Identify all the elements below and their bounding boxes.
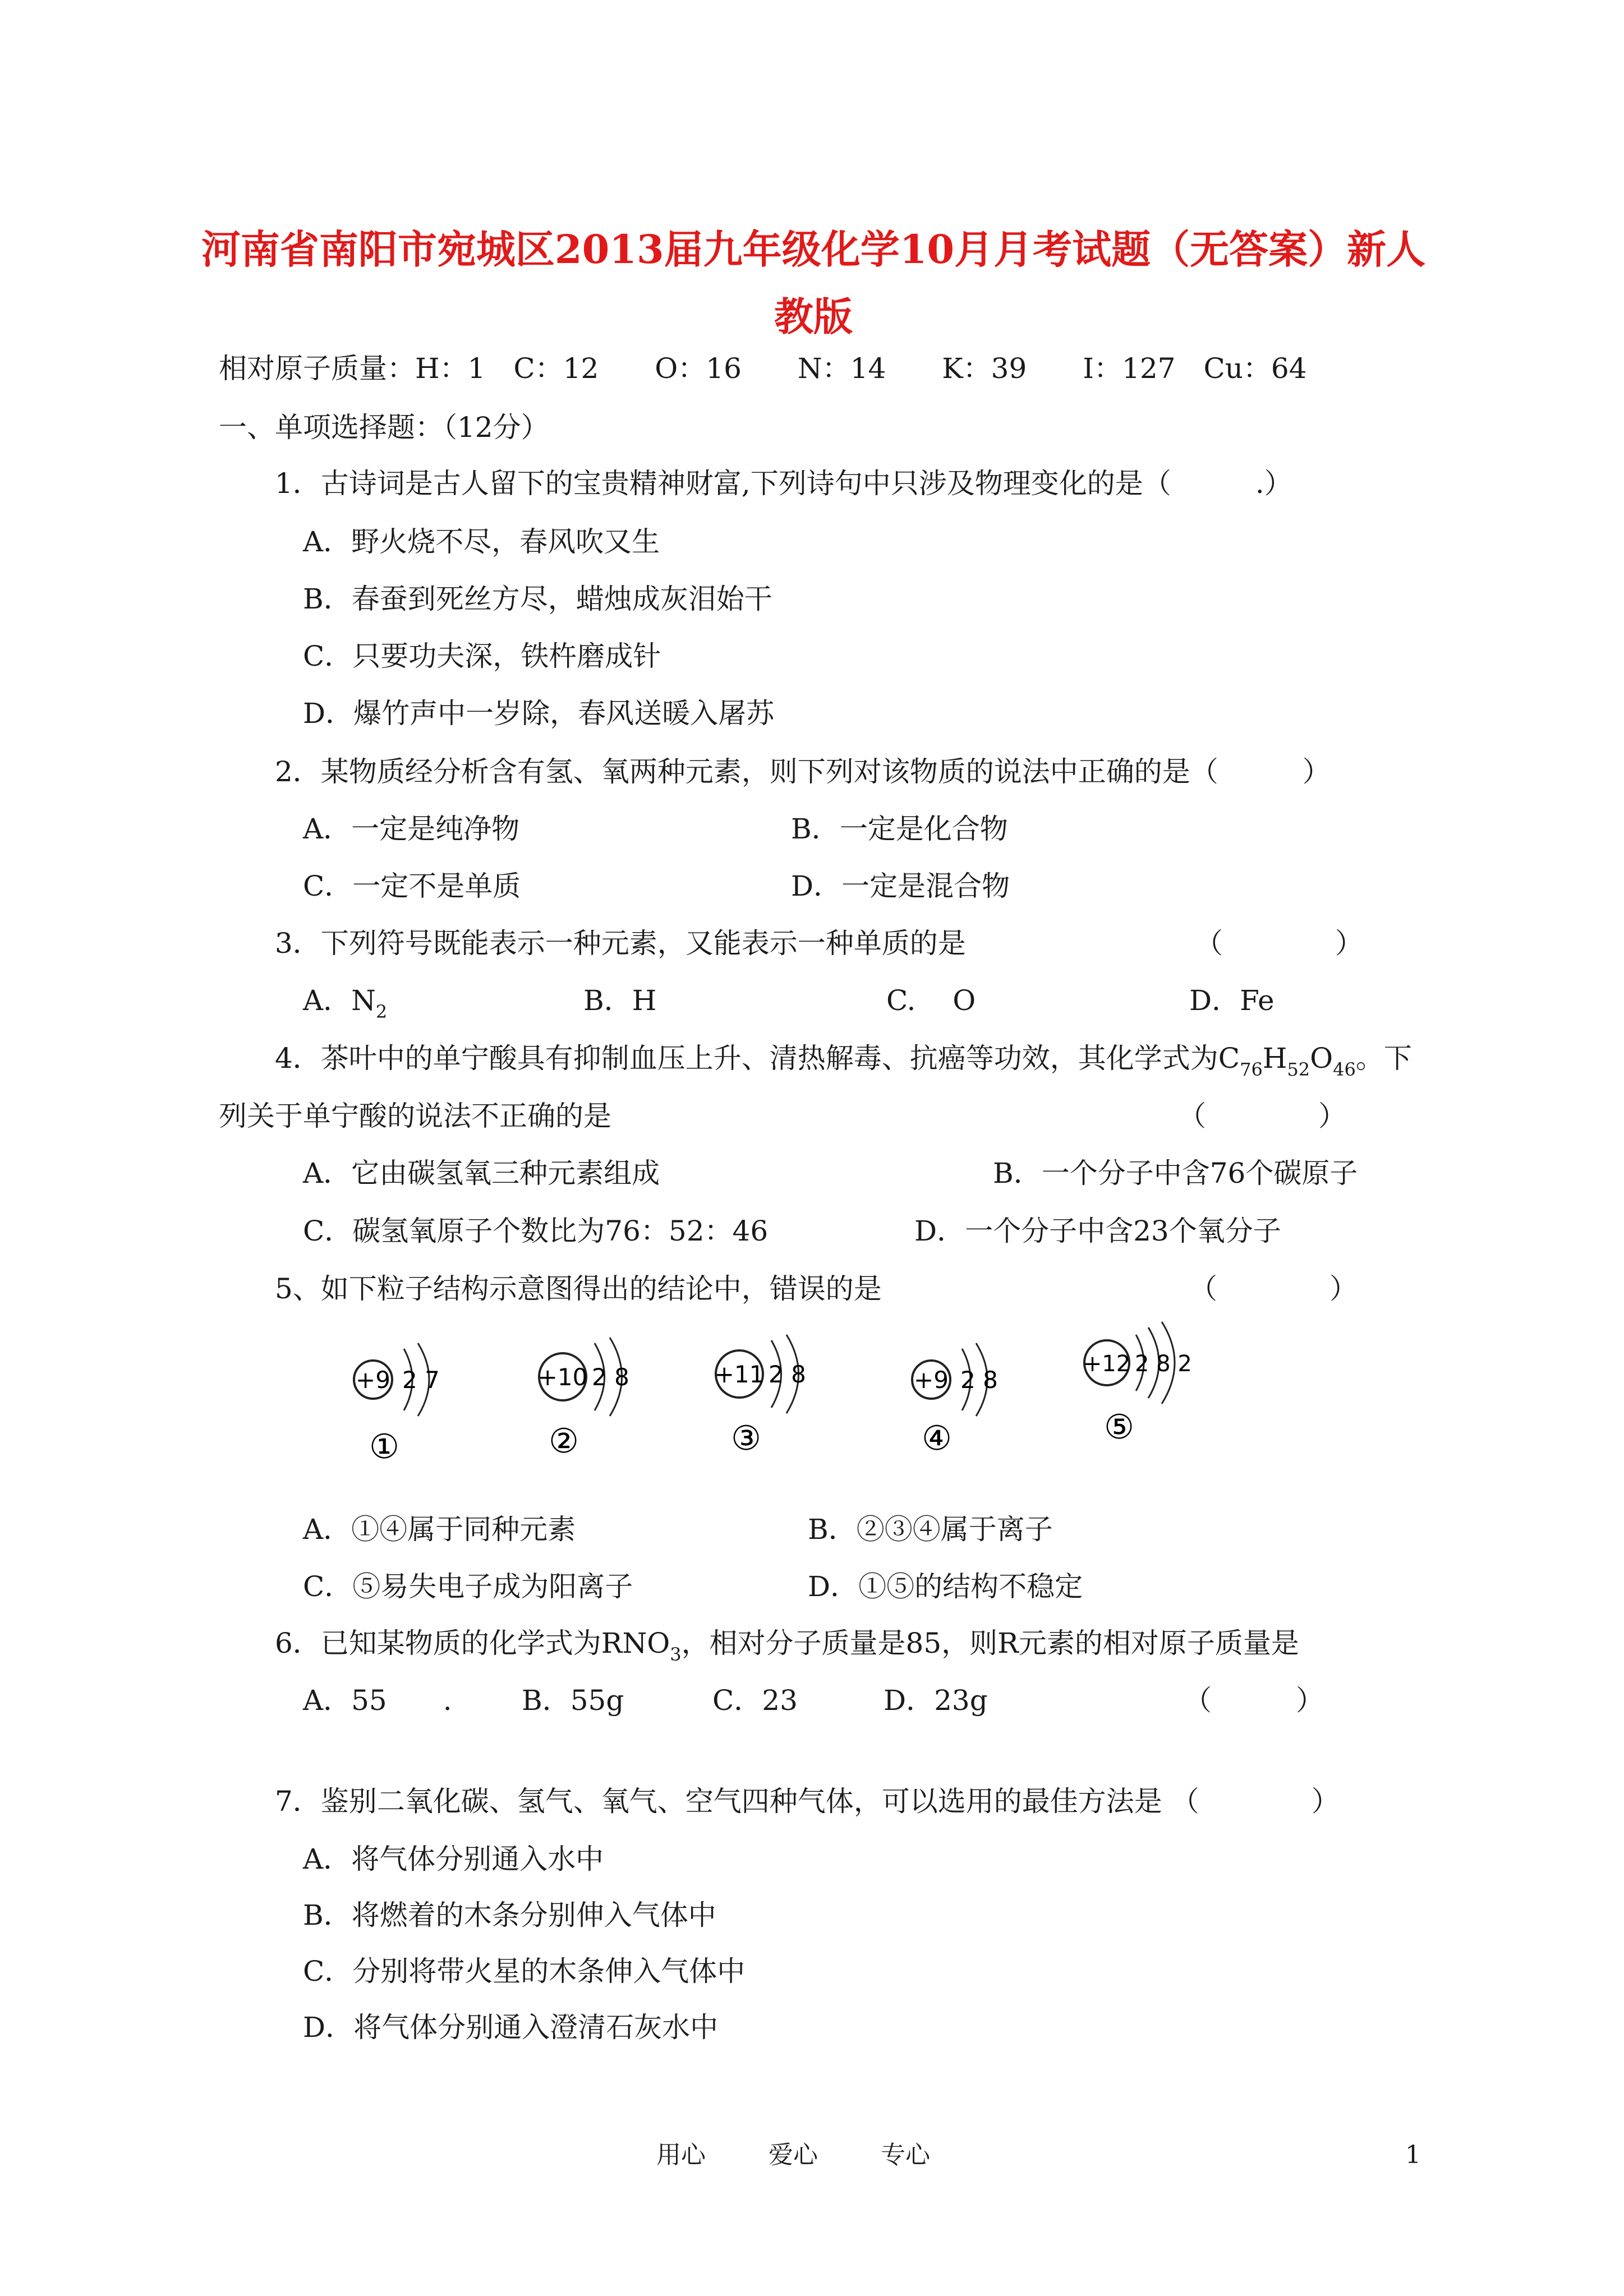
question-3-option-a: A．$N_2$: [303, 984, 388, 1022]
question-4-option-d: D．一个分子中含23个氧分子: [914, 1215, 1281, 1247]
question-3-answer-paren: （ ）: [1195, 927, 1363, 960]
question-1-option-b: B．春蚕到死丝方尽，蜡烛成灰泪始干: [303, 583, 772, 615]
question-2-option-a: A．一定是纯净物: [303, 813, 520, 845]
atom-structure-diagram-5: [1080, 1321, 1226, 1450]
question-5-option-d: D．①⑤的结构不稳定: [808, 1570, 1083, 1603]
footer-left-text: 用心: [656, 2141, 706, 2169]
question-1-option-d: D．爆竹声中一岁除，春风送暖入屠苏: [303, 697, 775, 730]
question-5-stem: 5、如下粒子结构示意图得出的结论中，错误的是: [275, 1273, 882, 1305]
page-number: 1: [1405, 2141, 1421, 2169]
atom-3-shells: 2 8: [769, 1361, 806, 1388]
question-2-option-d: D．一定是混合物: [791, 870, 1010, 902]
question-4-option-c: C．碳氢氧原子个数比为76：52：46: [303, 1215, 769, 1247]
question-6-option-a: A．55 .: [303, 1684, 452, 1717]
atom-3-nucleus: +11: [714, 1361, 765, 1388]
question-7-option-c: C．分别将带火星的木条伸入气体中: [303, 1955, 746, 1988]
atom-4-shells: 2 8: [960, 1366, 998, 1394]
atom-5-label: ⑤: [1104, 1408, 1134, 1447]
question-7-stem: 7．鉴别二氧化碳、氢气、氧气、空气四种气体，可以选用的最佳方法是 （ ）: [275, 1785, 1340, 1818]
atom-5-nucleus: +12: [1083, 1351, 1131, 1377]
question-7-option-a: A．将气体分别通入水中: [303, 1843, 604, 1875]
atom-structure-diagram-1: [351, 1338, 468, 1467]
question-1-stem: 1．古诗词是古人留下的宝贵精神财富,下列诗句中只涉及物理变化的是（ .）: [275, 467, 1292, 500]
atom-4-label: ④: [922, 1419, 952, 1458]
atom-1-label: ①: [369, 1427, 399, 1467]
question-6-option-b: B．55g: [522, 1684, 624, 1717]
atom-structure-diagram-4: [909, 1338, 1027, 1467]
question-6-stem: 6．已知某物质的化学式为$RNO_3$，相对分子质量是85，则R元素的相对原子质量是: [275, 1627, 1299, 1665]
atomic-masses: 相对原子质量：H：1 C：12 O：16 N：14 K：39 I：127 Cu：64: [219, 352, 1307, 385]
question-5-answer-paren: （ ）: [1189, 1273, 1358, 1305]
footer-right-text: 专心: [881, 2141, 930, 2169]
atom-1-shells: 2 7: [402, 1366, 440, 1394]
document-title: 河南省南阳市宛城区2013届九年级化学10月月考试题（无答案）新人教版: [201, 226, 1426, 340]
question-4-option-a: A．它由碳氢氧三种元素组成: [303, 1157, 660, 1190]
question-4-stem: 4．茶叶中的单宁酸具有抑制血压上升、清热解毒、抗癌等功效，其化学式为$C_{76}H_{52}O_{46}$。下: [275, 1042, 1412, 1080]
atom-structure-diagram-2: [536, 1335, 665, 1464]
question-4-option-b: B．一个分子中含76个碳原子: [993, 1157, 1358, 1190]
question-6-answer-paren: （ ）: [1184, 1684, 1324, 1717]
atom-4-nucleus: +9: [914, 1366, 949, 1394]
question-2-option-c: C．一定不是单质: [303, 870, 521, 902]
atom-1-nucleus: +9: [356, 1366, 390, 1394]
question-7-option-b: B．将燃着的木条分别伸入气体中: [303, 1899, 716, 1931]
question-5-option-a: A．①④属于同种元素: [303, 1513, 576, 1546]
question-1-option-a: A．野火烧不尽，春风吹又生: [303, 525, 660, 558]
question-4-stem-continued: 列关于单宁酸的说法不正确的是: [219, 1100, 611, 1132]
question-1-option-c: C．只要功夫深，铁杵磨成针: [303, 640, 661, 672]
atom-structure-diagram-3: [712, 1332, 841, 1461]
question-6-option-d: D．23g: [884, 1684, 988, 1717]
question-3-option-d: D．Fe: [1189, 984, 1275, 1017]
question-4-answer-paren: （ ）: [1178, 1100, 1346, 1132]
atom-2-nucleus: +10: [537, 1363, 588, 1391]
footer-middle-text: 爱心: [769, 2141, 818, 2169]
atom-2-label: ②: [549, 1422, 579, 1461]
question-5-option-b: B．②③④属于离子: [808, 1513, 1053, 1546]
question-2-option-b: B．一定是化合物: [791, 813, 1008, 845]
question-3-option-c: C. O: [886, 984, 976, 1017]
question-6-option-c: C．23: [712, 1684, 798, 1717]
question-3-option-b: B．H: [583, 984, 657, 1017]
section-heading: 一、单项选择题：（12分）: [219, 411, 549, 444]
question-7-option-d: D．将气体分别通入澄清石灰水中: [303, 2011, 719, 2044]
atom-5-shells: 2 8 2: [1135, 1351, 1192, 1377]
atom-2-shells: 2 8: [592, 1363, 629, 1391]
atom-3-label: ③: [731, 1419, 761, 1458]
question-5-option-c: C．⑤易失电子成为阳离子: [303, 1570, 633, 1603]
question-3-stem: 3．下列符号既能表示一种元素，又能表示一种单质的是: [275, 927, 966, 960]
question-2-stem: 2．某物质经分析含有氢、氧两种元素，则下列对该物质的说法中正确的是（ ）: [275, 755, 1331, 788]
